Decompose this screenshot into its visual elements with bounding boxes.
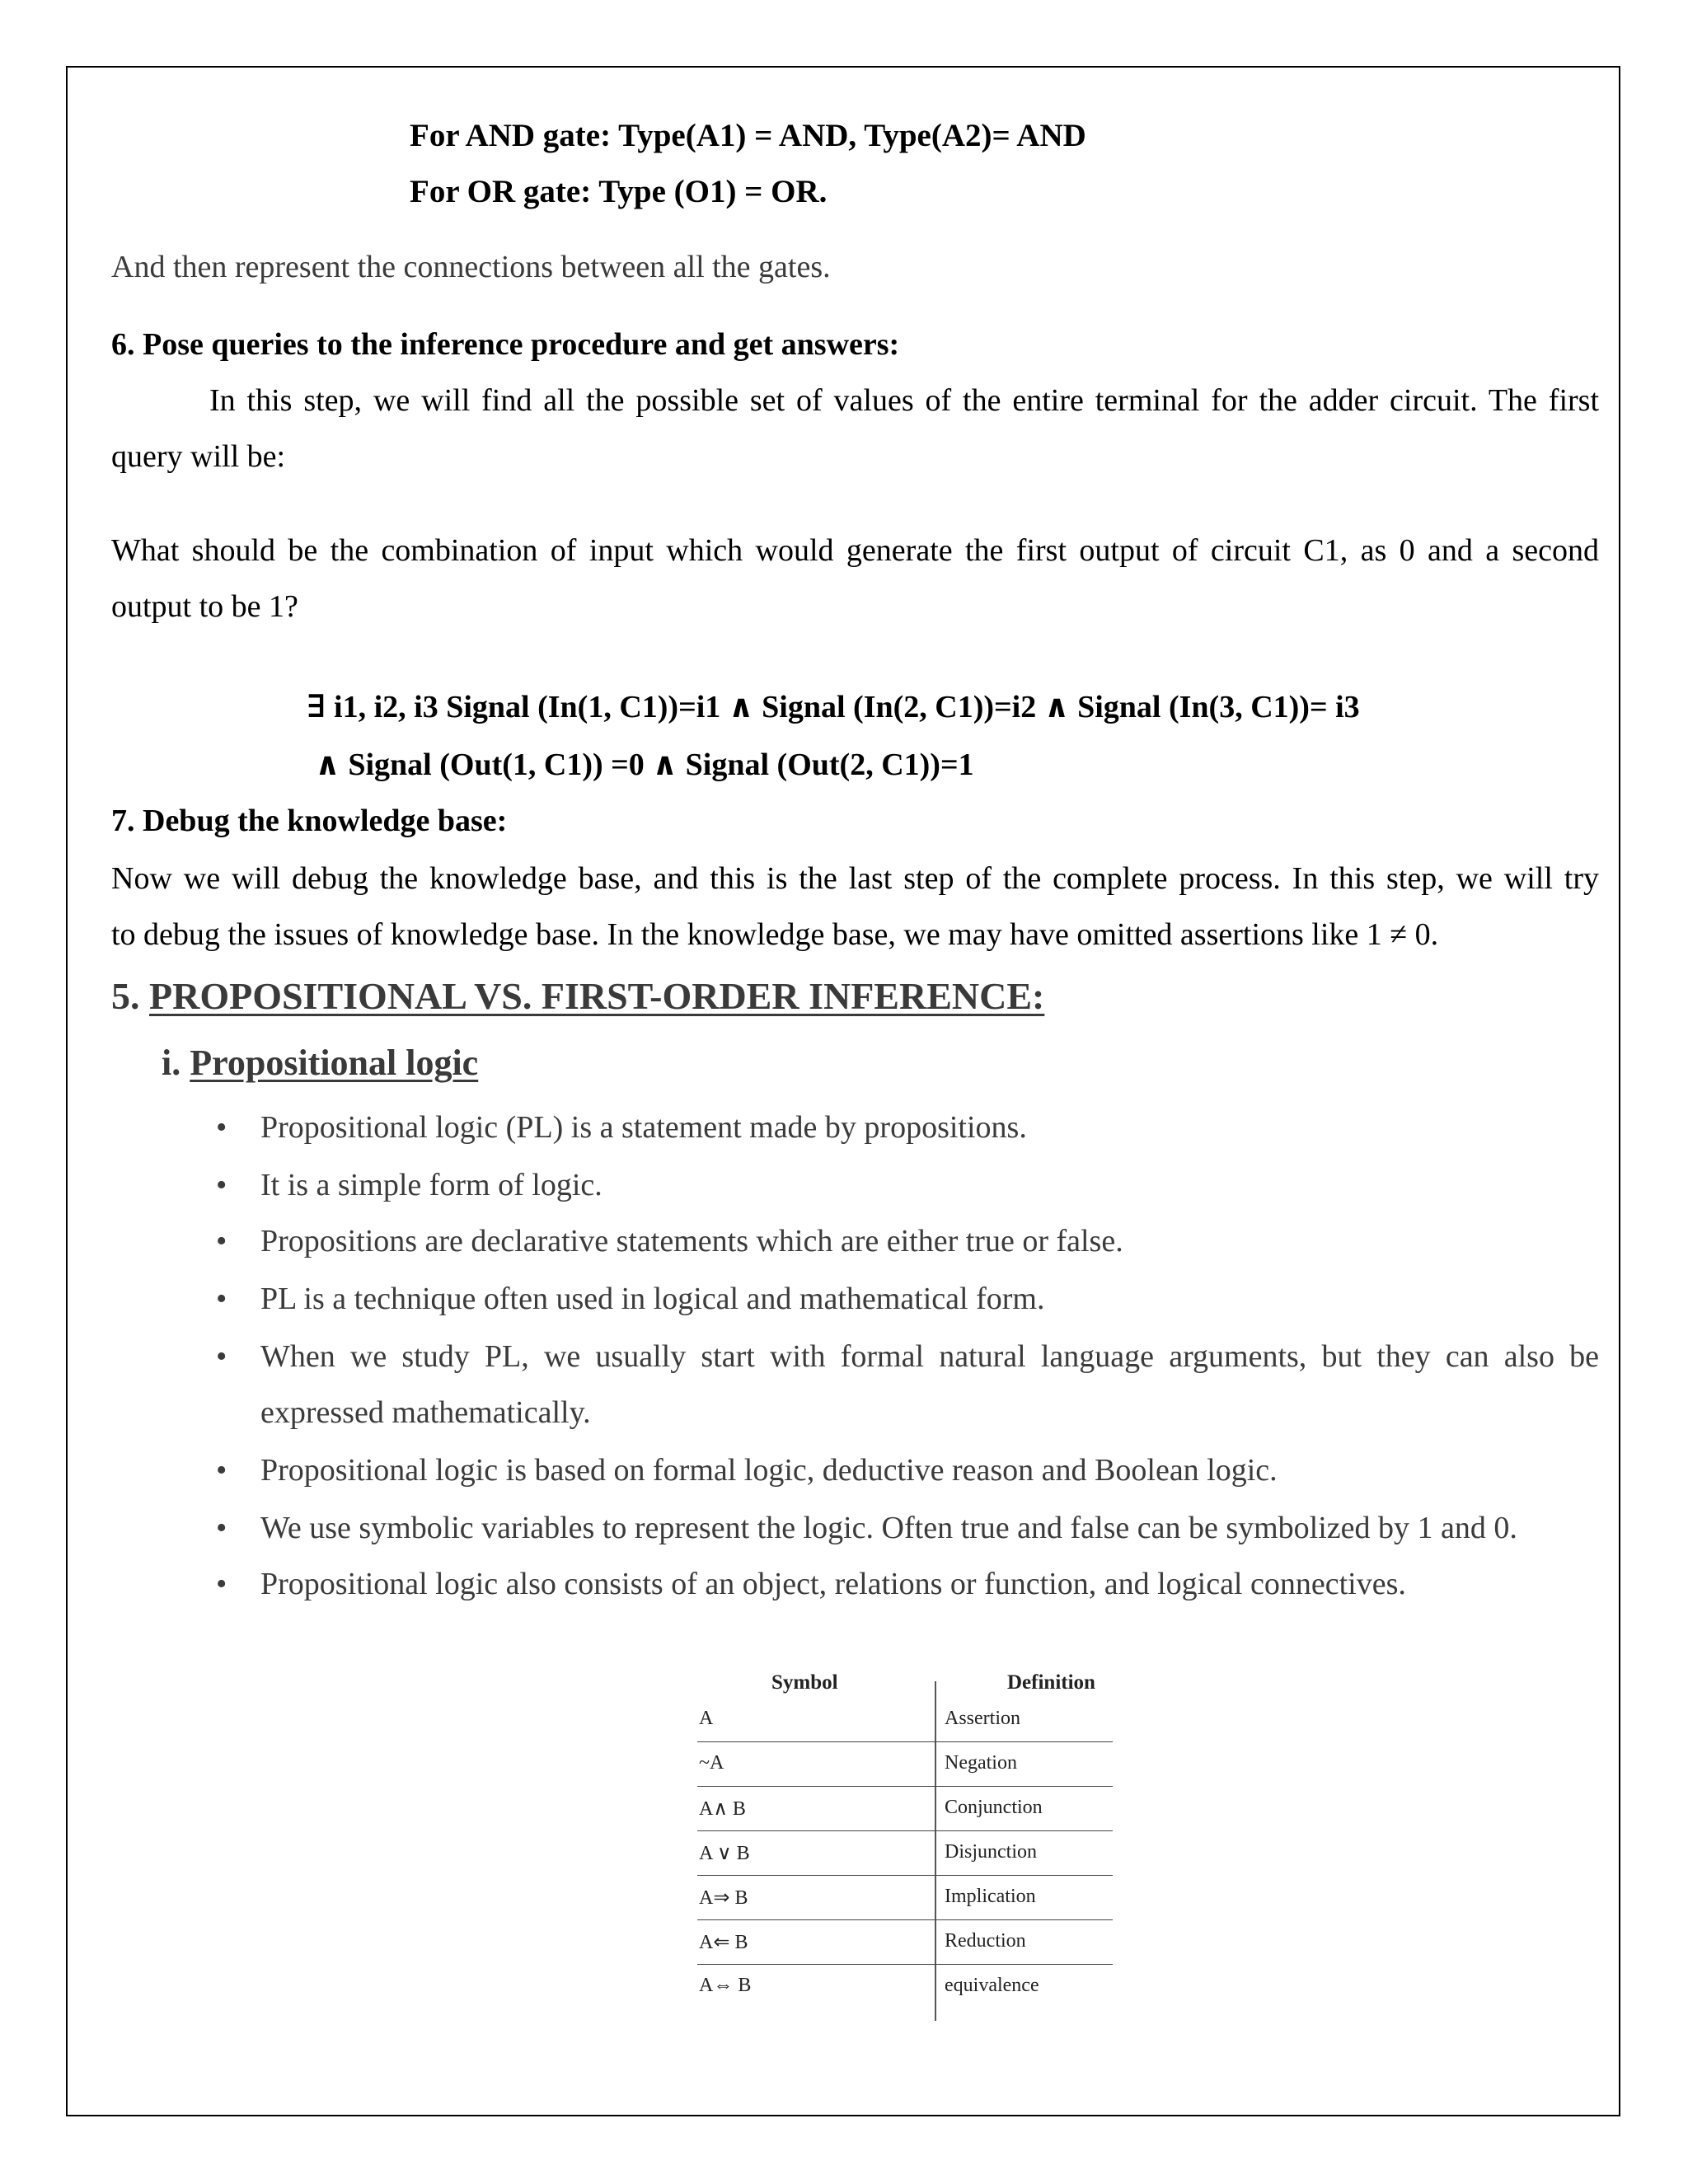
section5-title: PROPOSITIONAL VS. FIRST-ORDER INFERENCE: [149,975,1045,1017]
and-gate-line: For AND gate: Type(A1) = AND, Type(A2)= AND [410,118,1086,153]
or-gate-line: For OR gate: Type (O1) = OR. [410,174,828,209]
section5-heading [111,974,1044,1018]
bullet-dot: • [216,1224,227,1258]
step6-question-line2: output to be 1? [111,589,298,624]
bullet-dot: • [216,1339,227,1374]
table-row: A⇒ B Implication [697,1876,1113,1920]
table-row: A⇔ B equivalence [699,1975,1039,1996]
subsection-i-number: i. [162,1043,181,1083]
step7-heading: 7. Debug the knowledge base: [111,804,508,838]
bullet-dot: • [216,1453,227,1488]
step7-line2: to debug the issues of knowledge base. In the knowledge base, we may have omitted assertions like 1 ≠ 0. [111,917,1439,952]
table-header-symbol: Symbol [771,1671,838,1694]
formula-line2: ∧ Signal (Out(1, C1)) =0 ∧ Signal (Out(2, C1))=1 [315,748,974,782]
subsection-i-heading [162,1042,478,1084]
bullet-dot: • [216,1168,227,1202]
table-row: A∧ B Conjunction [697,1787,1113,1831]
bullet-dot: • [216,1567,227,1601]
table-row: A ∨ B Disjunction [697,1831,1113,1876]
bullet-dot: • [216,1110,227,1145]
table-row: ~A Negation [697,1742,1113,1787]
step6-question-line1: What should be the combination of input which would generate the first output of circuit C1, as 0 and a second [111,533,1599,568]
table-row: A⇐ B Reduction [697,1920,1113,1965]
step6-paragraph-line1: In this step, we will find all the possible set of values of the entire terminal for the adder circuit. The first [209,383,1599,418]
connections-text: And then represent the connections between all the gates. [111,250,831,284]
step6-paragraph-line2: query will be: [111,439,286,474]
step7-line1: Now we will debug the knowledge base, and this is the last step of the complete process. In this step, we will try [111,861,1599,896]
step6-heading: 6. Pose queries to the inference procedure and get answers: [111,327,900,362]
table-row: A Assertion [697,1698,1113,1742]
formula-line1: ∃ i1, i2, i3 Signal (In(1, C1))=i1 ∧ Signal (In(2, C1))=i2 ∧ Signal (In(3, C1))= i3 [307,690,1360,724]
bullet-dot: • [216,1511,227,1545]
section5-number: 5. [111,975,140,1017]
bullet-dot: • [216,1282,227,1316]
subsection-i-title: Propositional logic [190,1043,479,1083]
table-header-definition: Definition [1007,1671,1095,1694]
